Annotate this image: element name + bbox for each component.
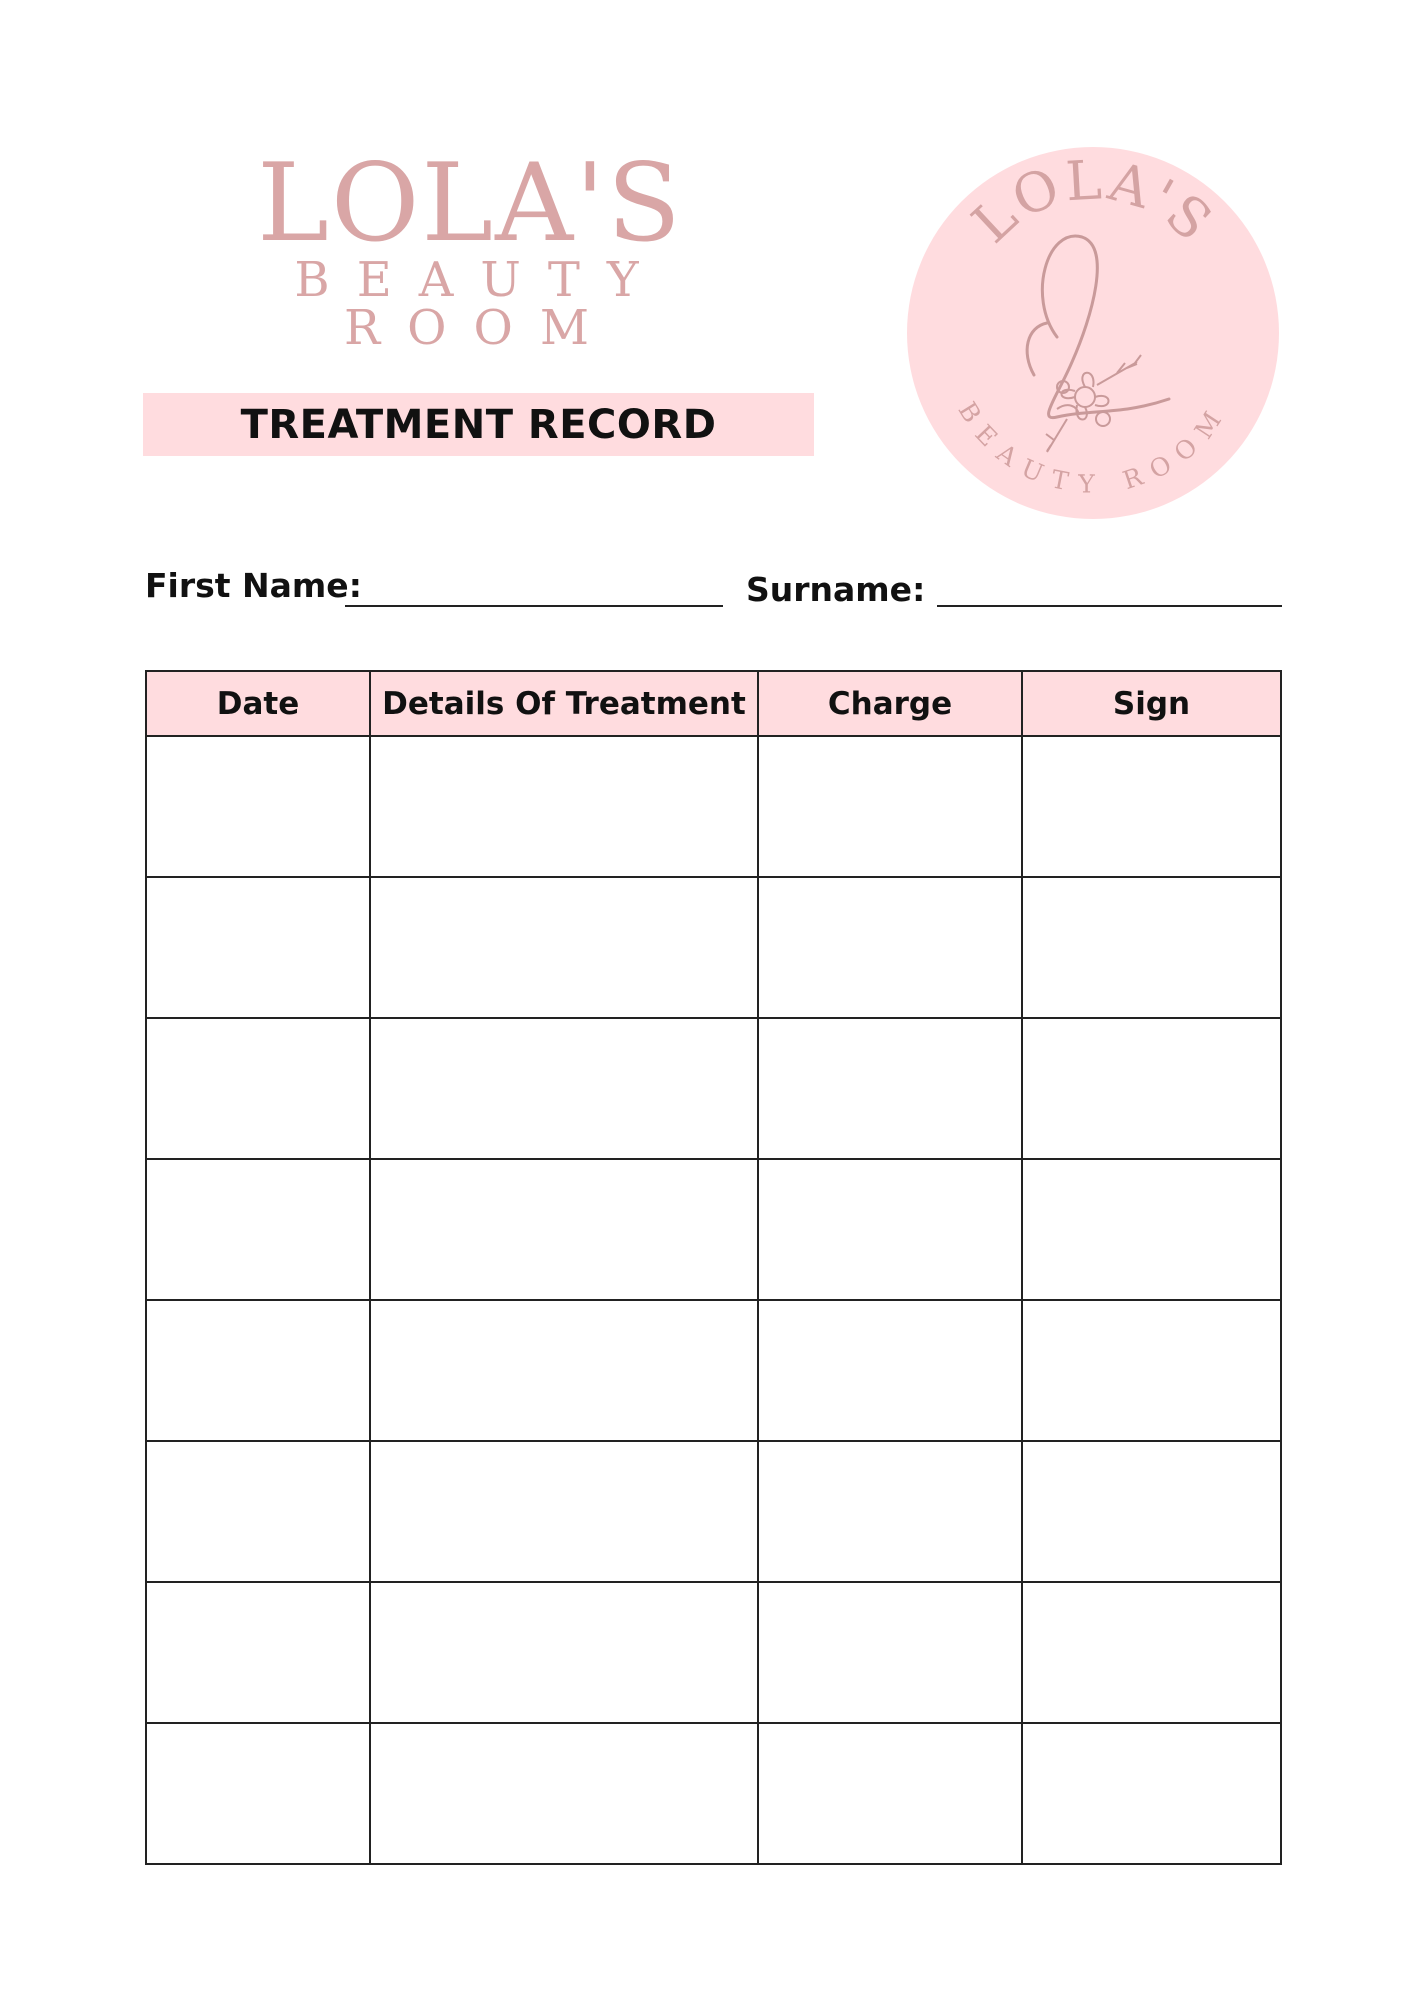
sign-cell[interactable] xyxy=(1022,736,1281,877)
first-name-label: First Name: xyxy=(145,566,362,605)
sign-cell[interactable] xyxy=(1022,1300,1281,1441)
details-cell[interactable] xyxy=(370,877,758,1018)
brand-tagline: BEAUTY ROOM xyxy=(294,252,666,356)
charge-cell[interactable] xyxy=(758,736,1022,877)
logo-seal xyxy=(907,147,1279,519)
sign-cell[interactable] xyxy=(1022,1582,1281,1723)
charge-cell[interactable] xyxy=(758,1441,1022,1582)
seal-top-text: LOLA'S xyxy=(960,148,1226,256)
details-cell[interactable] xyxy=(370,1018,758,1159)
table-row xyxy=(146,1159,1281,1300)
column-header-details: Details Of Treatment xyxy=(370,671,758,736)
seal-bottom-text: BEAUTY ROOM xyxy=(952,396,1234,499)
table-row xyxy=(146,877,1281,1018)
sign-cell[interactable] xyxy=(1022,1723,1281,1864)
details-cell[interactable] xyxy=(370,736,758,877)
table-row xyxy=(146,1018,1281,1159)
table-header-row xyxy=(146,671,1281,736)
sign-cell[interactable] xyxy=(1022,877,1281,1018)
details-cell[interactable] xyxy=(370,1723,758,1864)
table-row xyxy=(146,736,1281,877)
date-cell[interactable] xyxy=(146,1159,370,1300)
sign-cell[interactable] xyxy=(1022,1441,1281,1582)
details-cell[interactable] xyxy=(370,1300,758,1441)
charge-cell[interactable] xyxy=(758,1723,1022,1864)
table-row xyxy=(146,1441,1281,1582)
page-title: TREATMENT RECORD xyxy=(240,401,717,448)
charge-cell[interactable] xyxy=(758,877,1022,1018)
details-cell[interactable] xyxy=(370,1582,758,1723)
title-banner xyxy=(143,393,814,456)
charge-cell[interactable] xyxy=(758,1018,1022,1159)
sign-cell[interactable] xyxy=(1022,1018,1281,1159)
column-header-date: Date xyxy=(146,671,370,736)
date-cell[interactable] xyxy=(146,1723,370,1864)
column-header-sign: Sign xyxy=(1022,671,1281,736)
date-cell[interactable] xyxy=(146,877,370,1018)
column-header-charge: Charge xyxy=(758,671,1022,736)
details-cell[interactable] xyxy=(370,1441,758,1582)
surname-label: Surname: xyxy=(746,570,926,609)
details-cell[interactable] xyxy=(370,1159,758,1300)
date-cell[interactable] xyxy=(146,1018,370,1159)
charge-cell[interactable] xyxy=(758,1300,1022,1441)
charge-cell[interactable] xyxy=(758,1582,1022,1723)
date-cell[interactable] xyxy=(146,1441,370,1582)
first-name-field[interactable] xyxy=(345,605,723,607)
sign-cell[interactable] xyxy=(1022,1159,1281,1300)
table-row xyxy=(146,1300,1281,1441)
charge-cell[interactable] xyxy=(758,1159,1022,1300)
date-cell[interactable] xyxy=(146,1300,370,1441)
treatment-table xyxy=(145,670,1282,1865)
surname-field[interactable] xyxy=(937,605,1282,607)
table-row xyxy=(146,1582,1281,1723)
table-row xyxy=(146,1723,1281,1864)
date-cell[interactable] xyxy=(146,736,370,877)
date-cell[interactable] xyxy=(146,1582,370,1723)
brand-name: LOLA'S xyxy=(257,141,683,266)
